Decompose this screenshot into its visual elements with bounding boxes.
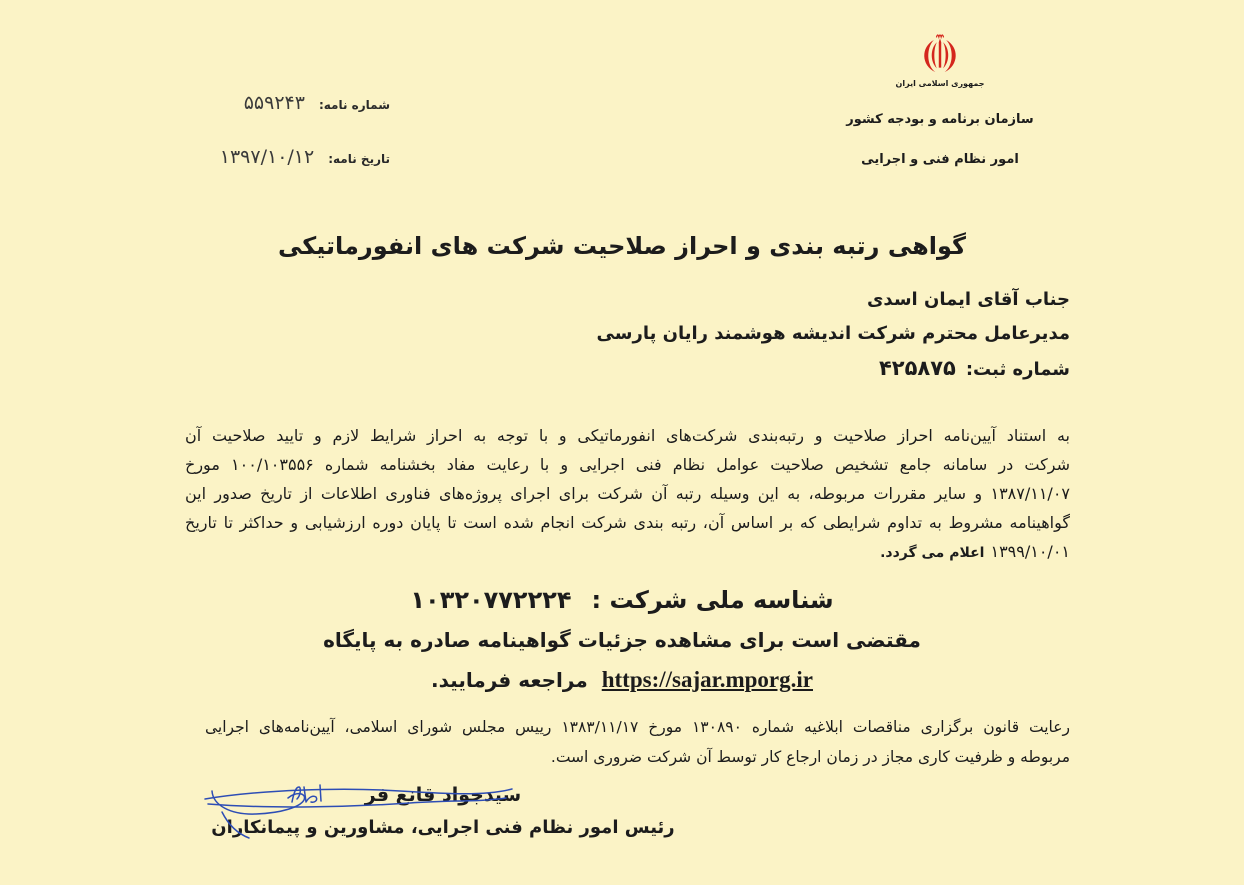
department-name: امور نظام فنی و اجرایی [861, 152, 1019, 167]
signatory-title: رئیس امور نظام فنی اجرایی، مشاورین و پیمانکاران [211, 817, 675, 838]
registration-number: ۴۲۵۸۷۵ [878, 356, 956, 380]
recipient-block [185, 283, 1070, 387]
national-id-row [0, 580, 1244, 620]
notice-line: رعایت قانون برگزاری مناقصات ابلاغیه شماره ۱۳۰۸۹۰ مورخ ۱۳۸۳/۱۱/۱۷ رییس مجلس شورای اسلامی، آیین‌نامه‌های اجرایی [205, 718, 1070, 736]
portal-instruction-end: مراجعه فرمایید. [431, 668, 588, 692]
emblem-caption: جمهوری اسلامی ایران [895, 79, 985, 88]
closing-phrase: اعلام می گردد. [880, 545, 985, 561]
letter-number-row [200, 90, 390, 116]
body-line: شرکت در سامانه جامع تشخیص صلاحیت عوامل نظام فنی اجرایی و با رعایت مفاد بخشنامه شماره ۱۰۰/۱۰۳۵۵۶ مورخ [185, 455, 1070, 474]
iran-emblem-icon [917, 30, 963, 76]
letter-date-row [200, 144, 390, 170]
letter-date-value: ۱۳۹۷/۱۰/۱۲ [219, 146, 315, 168]
national-id-value: ۱۰۳۲۰۷۷۲۲۲۴ [410, 586, 572, 614]
portal-link-row [0, 661, 1244, 699]
recipient-position: مدیرعامل محترم شرکت اندیشه هوشمند رایان پارسی [596, 323, 1070, 344]
legal-notice [205, 712, 1070, 772]
national-id-label: شناسه ملی شرکت : [591, 586, 834, 614]
recipient-name: جناب آقای ایمان اسدی [866, 289, 1070, 310]
certificate-title: گواهی رتبه بندی و احراز صلاحیت شرکت های انفورماتیکی [277, 232, 966, 260]
body-line: گواهینامه مشروط به تداوم شرایطی که بر اساس آن، رتبه بندی شرکت انجام شده است تا پایان دوره ارزشیابی و حداکثر تا تاریخ [185, 513, 1070, 532]
expiry-date: ۱۳۹۹/۱۰/۰۱ [990, 542, 1070, 561]
registration-row [185, 351, 1070, 387]
issuer-header [840, 30, 1040, 170]
portal-url-link[interactable]: https://sajar.mporg.ir [601, 667, 813, 692]
portal-instruction: مقتضی است برای مشاهده جزئیات گواهینامه صادره به پایگاه [323, 628, 921, 652]
body-line: ۱۳۸۷/۱۱/۰۷ و سایر مقررات مربوطه، به این وسیله رتبه آن شرکت برای اجرای پروژه‌های فناوری اطلاعات از تاریخ صدور این [185, 484, 1070, 503]
body-line: به استناد آیین‌نامه احراز صلاحیت و رتبه‌بندی شرکت‌های انفورماتیکی و با توجه به احراز شرایط لازم و تایید صلاحیت آن [185, 426, 1070, 445]
letter-number-label: شماره نامه: [318, 98, 390, 112]
organization-name: سازمان برنامه و بودجه کشور [846, 112, 1034, 127]
body-last-line [185, 537, 1070, 568]
registration-label: شماره ثبت: [965, 359, 1070, 380]
notice-line: مربوطه و ظرفیت کاری مجاز در زمان ارجاع کار توسط آن شرکت ضروری است. [550, 748, 1070, 766]
letter-date-label: تاریخ نامه: [328, 152, 390, 166]
letter-number-value: ۵۵۹۲۴۳ [243, 92, 305, 114]
signatory-name: سیدجواد قانع فر [364, 784, 522, 806]
certificate-body [185, 421, 1070, 568]
